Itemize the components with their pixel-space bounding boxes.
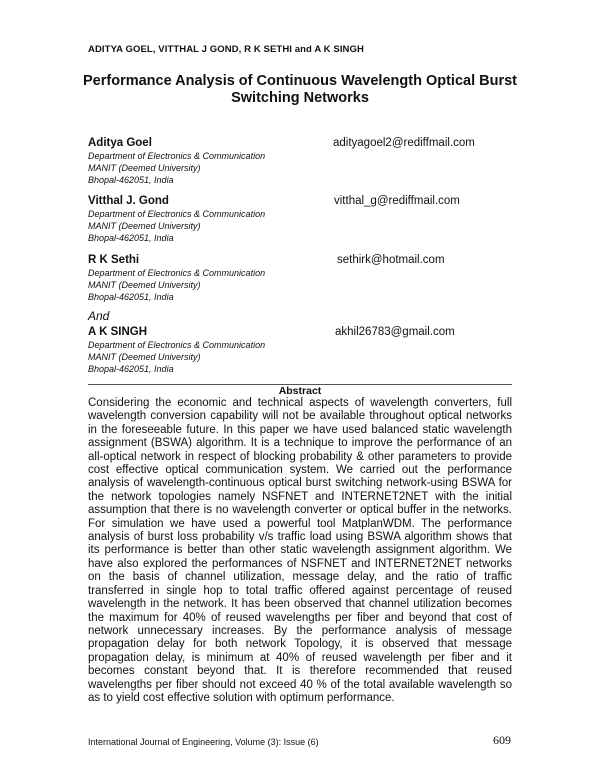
author-institution: MANIT (Deemed University) [88, 352, 201, 362]
author-block-2 [88, 194, 528, 244]
author-block-4 [88, 325, 528, 375]
author-department: Department of Electronics & Communication [88, 268, 266, 278]
and-connector: And [88, 309, 110, 323]
author-city: Bhopal-462051, India [88, 233, 174, 243]
author-city: Bhopal-462051, India [88, 292, 174, 302]
author-block-1 [88, 136, 528, 186]
author-city: Bhopal-462051, India [88, 175, 174, 185]
author-email: adityagoel2@rediffmail.com [333, 137, 475, 149]
author-institution: MANIT (Deemed University) [88, 221, 201, 231]
page-number: 609 [493, 733, 511, 747]
author-name: R K Sethi [88, 254, 140, 266]
author-institution: MANIT (Deemed University) [88, 163, 201, 173]
author-name: Aditya Goel [88, 137, 152, 149]
author-block-3 [88, 253, 528, 303]
journal-footer: International Journal of Engineering, Volume (3): Issue (6) [88, 737, 319, 747]
author-email: akhil26783@gmail.com [335, 326, 455, 338]
author-city: Bhopal-462051, India [88, 364, 174, 374]
abstract-text: Considering the economic and technical aspects of wavelength converters, full wavelength conversion capability will not be available throughout optical networks in the foreseeable future. In this paper we have used balanced static wavelength assignment (BSWA) algorithm. It is a technique to improve the performance of an all-optical network in respect of blocking probability & other parameters to provide cost effective optical communication system. We carried out the performance analysis of wavelength-continuous optical burst switching network-using BSWA for the network topologies namely NSFNET and INTERNET2NET with the initial assumption that there is no wavelength converter or optical buffer in the networks. For simulation we have used a powerful tool MatplanWDM. The performance analysis of burst loss probability v/s traffic load using BSWA algorithm shows that its performance is better than other static wavelength assignment algorithm. We have also explored the performances of NSFNET and INTERNET2NET networks on the basis of channel utilization, message delay, and the ratio of traffic transferred in single hop to total traffic offered against percentage of reused wavelength in the network. It has been observed that channel utilization becomes the maximum for 40% of reused wavelengths per fiber and beyond that cost of network unnecessary increases. By the performance analysis of message propagation delay for both network Topology, it is observed that message propagation delay, is minimum at 40% of reused wavelength per fiber and it becomes constant beyond that. It is therefore recommended that reused wavelengths per fiber should not exceed 40 % of the total available wavelength so as to yield cost effective solution with optimum performance. [88, 397, 512, 704]
author-institution: MANIT (Deemed University) [88, 280, 201, 290]
author-email: sethirk@hotmail.com [337, 254, 445, 266]
paper-title: Performance Analysis of Continuous Wavelength Optical Burst Switching Networks [83, 73, 517, 106]
author-name: A K SINGH [88, 326, 147, 338]
author-email: vitthal_g@rediffmail.com [334, 195, 460, 207]
author-department: Department of Electronics & Communication [88, 340, 266, 350]
author-department: Department of Electronics & Communication [88, 151, 266, 161]
abstract-heading: Abstract [278, 385, 322, 397]
running-header: ADITYA GOEL, VITTHAL J GOND, R K SETHI and A K SINGH [88, 44, 364, 55]
author-department: Department of Electronics & Communication [88, 209, 266, 219]
author-name: Vitthal J. Gond [88, 195, 169, 207]
